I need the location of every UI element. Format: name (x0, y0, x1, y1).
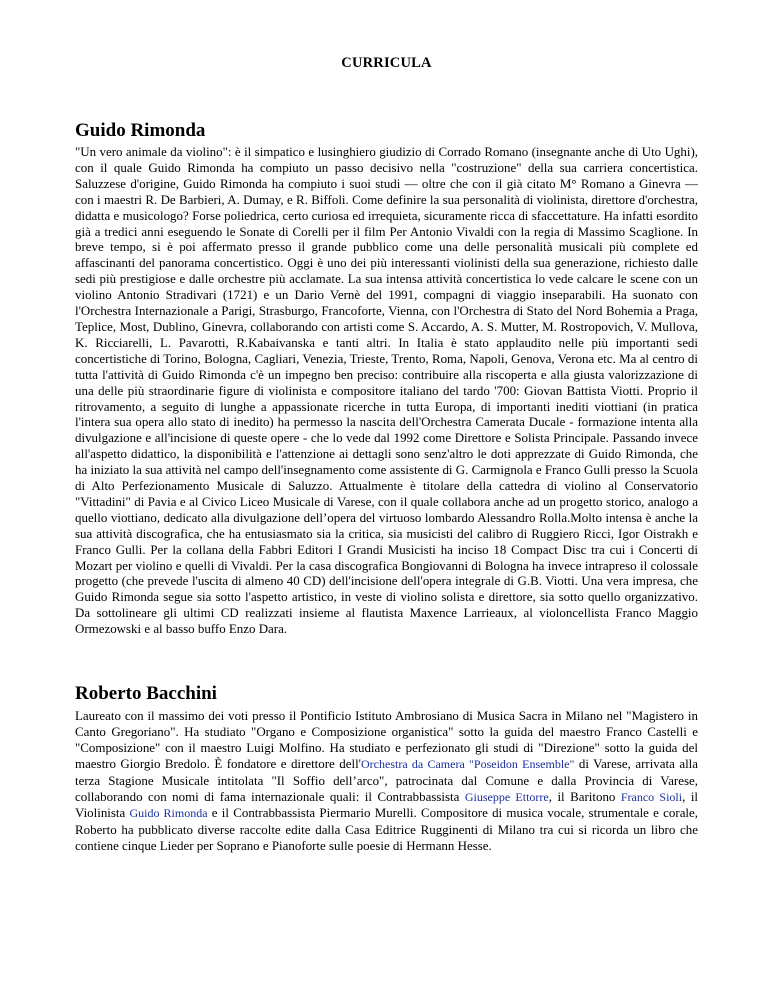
bacchini-text-2: di Varese, arrivata alla terza Stagione Musicale intitolata "Il Soffio dell’arco", patrocinata dal Comune e dalla Provincia di Varese, collaborando con nomi di fama internazionale quali: il Contrabbassista (75, 755, 698, 804)
section-body-roberto-bacchini (75, 708, 698, 854)
bacchini-text-1: Laureato con il massimo dei voti presso il Pontificio Istituto Ambrosiano di Musica Sacra in Milano nel "Magistero in Canto Gregoriano". Ha studiato "Organo e Composizione organistica" sotto la guida del maestro Franco Castelli e "Composizione" con il maestro Luigi Molfino. Ha studiato e perfezionato gli studi di "Direzione" sotto la guida del maestro Giorgio Bredolo. È fondatore e direttore dell' (75, 708, 698, 771)
section-body-guido-rimonda: "Un vero animale da violino": è il simpatico e lusinghiero giudizio di Corrado Romano (insegnante anche di Uto Ughi), con il quale Guido Rimonda ha compiuto un passo decisivo nella "costruzione" della sua carriera concertistica. Saluzzese d'origine, Guido Rimonda ha compiuto i suoi studi — oltre che con il già citato M° Romano a Ginevra — con i maestri R. De Barbieri, A. Dumay, e R. Biffoli. Come definire la sua personalità di violinista, direttore d'orchestra, didatta e musicologo? Forse poliedrica, certo curiosa ed irrequieta, sicuramente ricca di sfaccettature. Ha infatti esordito già a tredici anni eseguendo le Sonate di Corelli per il film Per Antonio Vivaldi con la regia di Massimo Scaglione. In breve tempo, si è poi affermato presso il grande pubblico come una delle personalità musicali più complete ed affascinanti del panorama concertistico. Oggi è uno dei più interessanti violinisti della sua generazione, richiesto dalle sedi più prestigiose e dalle orchestre più acclamate. La sua intensa attività concertistica lo vede calcare le scene con un violino Antonio Stradivari (1721) e un Dario Vernè del 1991, compagni di viaggio inseparabili. Ha suonato con l'Orchestra Internazionale a Parigi, Strasburgo, Francoforte, Vienna, con l'Orchestra di Stato del Nord Bohemia a Praga, Teplice, Most, Dublino, Ginevra, collaborando con artisti come S. Accardo, A. S. Mutter, M. Rostropovich, V. Mullova, K. Ricciarelli, L. Pavarotti, R.Kabaivanska e tanti altri. In Italia è stato applaudito nelle più importanti sedi concertistiche di Torino, Bologna, Cagliari, Venezia, Trieste, Trento, Roma, Napoli, Genova, Verona etc. Ma al centro di tutta l'attività di Guido Rimonda c'è un impegno ben preciso: contribuire alla riscoperta e alla giusta valorizzazione di una delle più straordinarie figure di violinista e compositore italiano del tardo '700: Giovan Battista Viotti. Proprio il ritrovamento, a seguito di lunghe a appassionate ricerche in tutta Europa, di importanti inediti viottiani (in pratica l'intera sua opera allo stato di inedito) ha permesso la nascita dell'Orchestra Camerata Ducale - formazione intenta alla divulgazione e all'incisione di queste opere - che lo vede dal 1992 come Direttore e Solista Principale. Passando invece all'aspetto didattico, la disponibilità e l'attenzione ai dettagli sono senz'altro le doti apprezzate di Guido Rimonda, che ha iniziato la sua attività nel campo dell'insegnamento come assistente di G. Carmignola e Franco Gulli presso la Scuola di Alto Perfezionamento Musicale di Saluzzo. Attualmente è titolare della cattedra di violino al Conservatorio "Vittadini" di Pavia e al Civico Liceo Musicale di Varese, con il quale collabora anche ad un progetto storico, analogo a quello viottiano, dedicato alla divulgazione dell’opera del virtuoso lombardo Alessandro Rolla.Molto intensa è anche la sua attività discografica, che ha entusiasmato sia la critica, sia musicisti del calibro di Ruggiero Ricci, Igor Oistrakh e Franco Gulli. Per la collana della Fabbri Editori I Grandi Musicisti ha inciso 18 Compact Disc tra cui i Concerti di Mozart per violino e quelli di Vivaldi. Per la casa discografica Bongiovanni di Bologna ha invece intrapreso il colossale progetto (che prevede l'uscita di almeno 40 CD) dell'incisione dell'opera integrale di G.B. Viotti. Una vera impresa, che Guido Rimonda segue sia sotto l'aspetto artistico, in veste di violino solista e direttore, sia sotto quello organizzativo. Da sottolineare gli ultimi CD realizzati insieme al flautista Maxence Larrieaux, al violoncellista Franco Maggio Ormezowski e al basso buffo Enzo Dara. (75, 144, 698, 637)
link-guido-rimonda[interactable]: Guido Rimonda (129, 806, 208, 821)
section-heading-guido-rimonda: Guido Rimonda (75, 120, 206, 141)
section-heading-roberto-bacchini: Roberto Bacchini (75, 683, 217, 704)
link-franco-sioli[interactable]: Franco Sioli (620, 789, 683, 804)
bacchini-text-4: , il Violinista (75, 788, 699, 821)
document-title: CURRICULA (341, 55, 432, 71)
bacchini-text-3: , il Baritono (548, 788, 621, 804)
bacchini-text-5: e il Contrabbassista Piermario Murelli. Compositore di musica vocale, strumentale e corale, Roberto ha pubblicato diverse raccolte edite dalla Casa Editrice Rugginenti di Milano tra cui si ricorda un libro che contiene cinque Lieder per Soprano e Pianoforte sulle poesie di Hermann Hesse. (75, 805, 699, 854)
link-orchestra-poseidon-ensemble[interactable]: Orchestra da Camera "Poseidon Ensemble" (361, 756, 575, 771)
link-giuseppe-ettorre[interactable]: Giuseppe Ettorre (464, 789, 549, 804)
